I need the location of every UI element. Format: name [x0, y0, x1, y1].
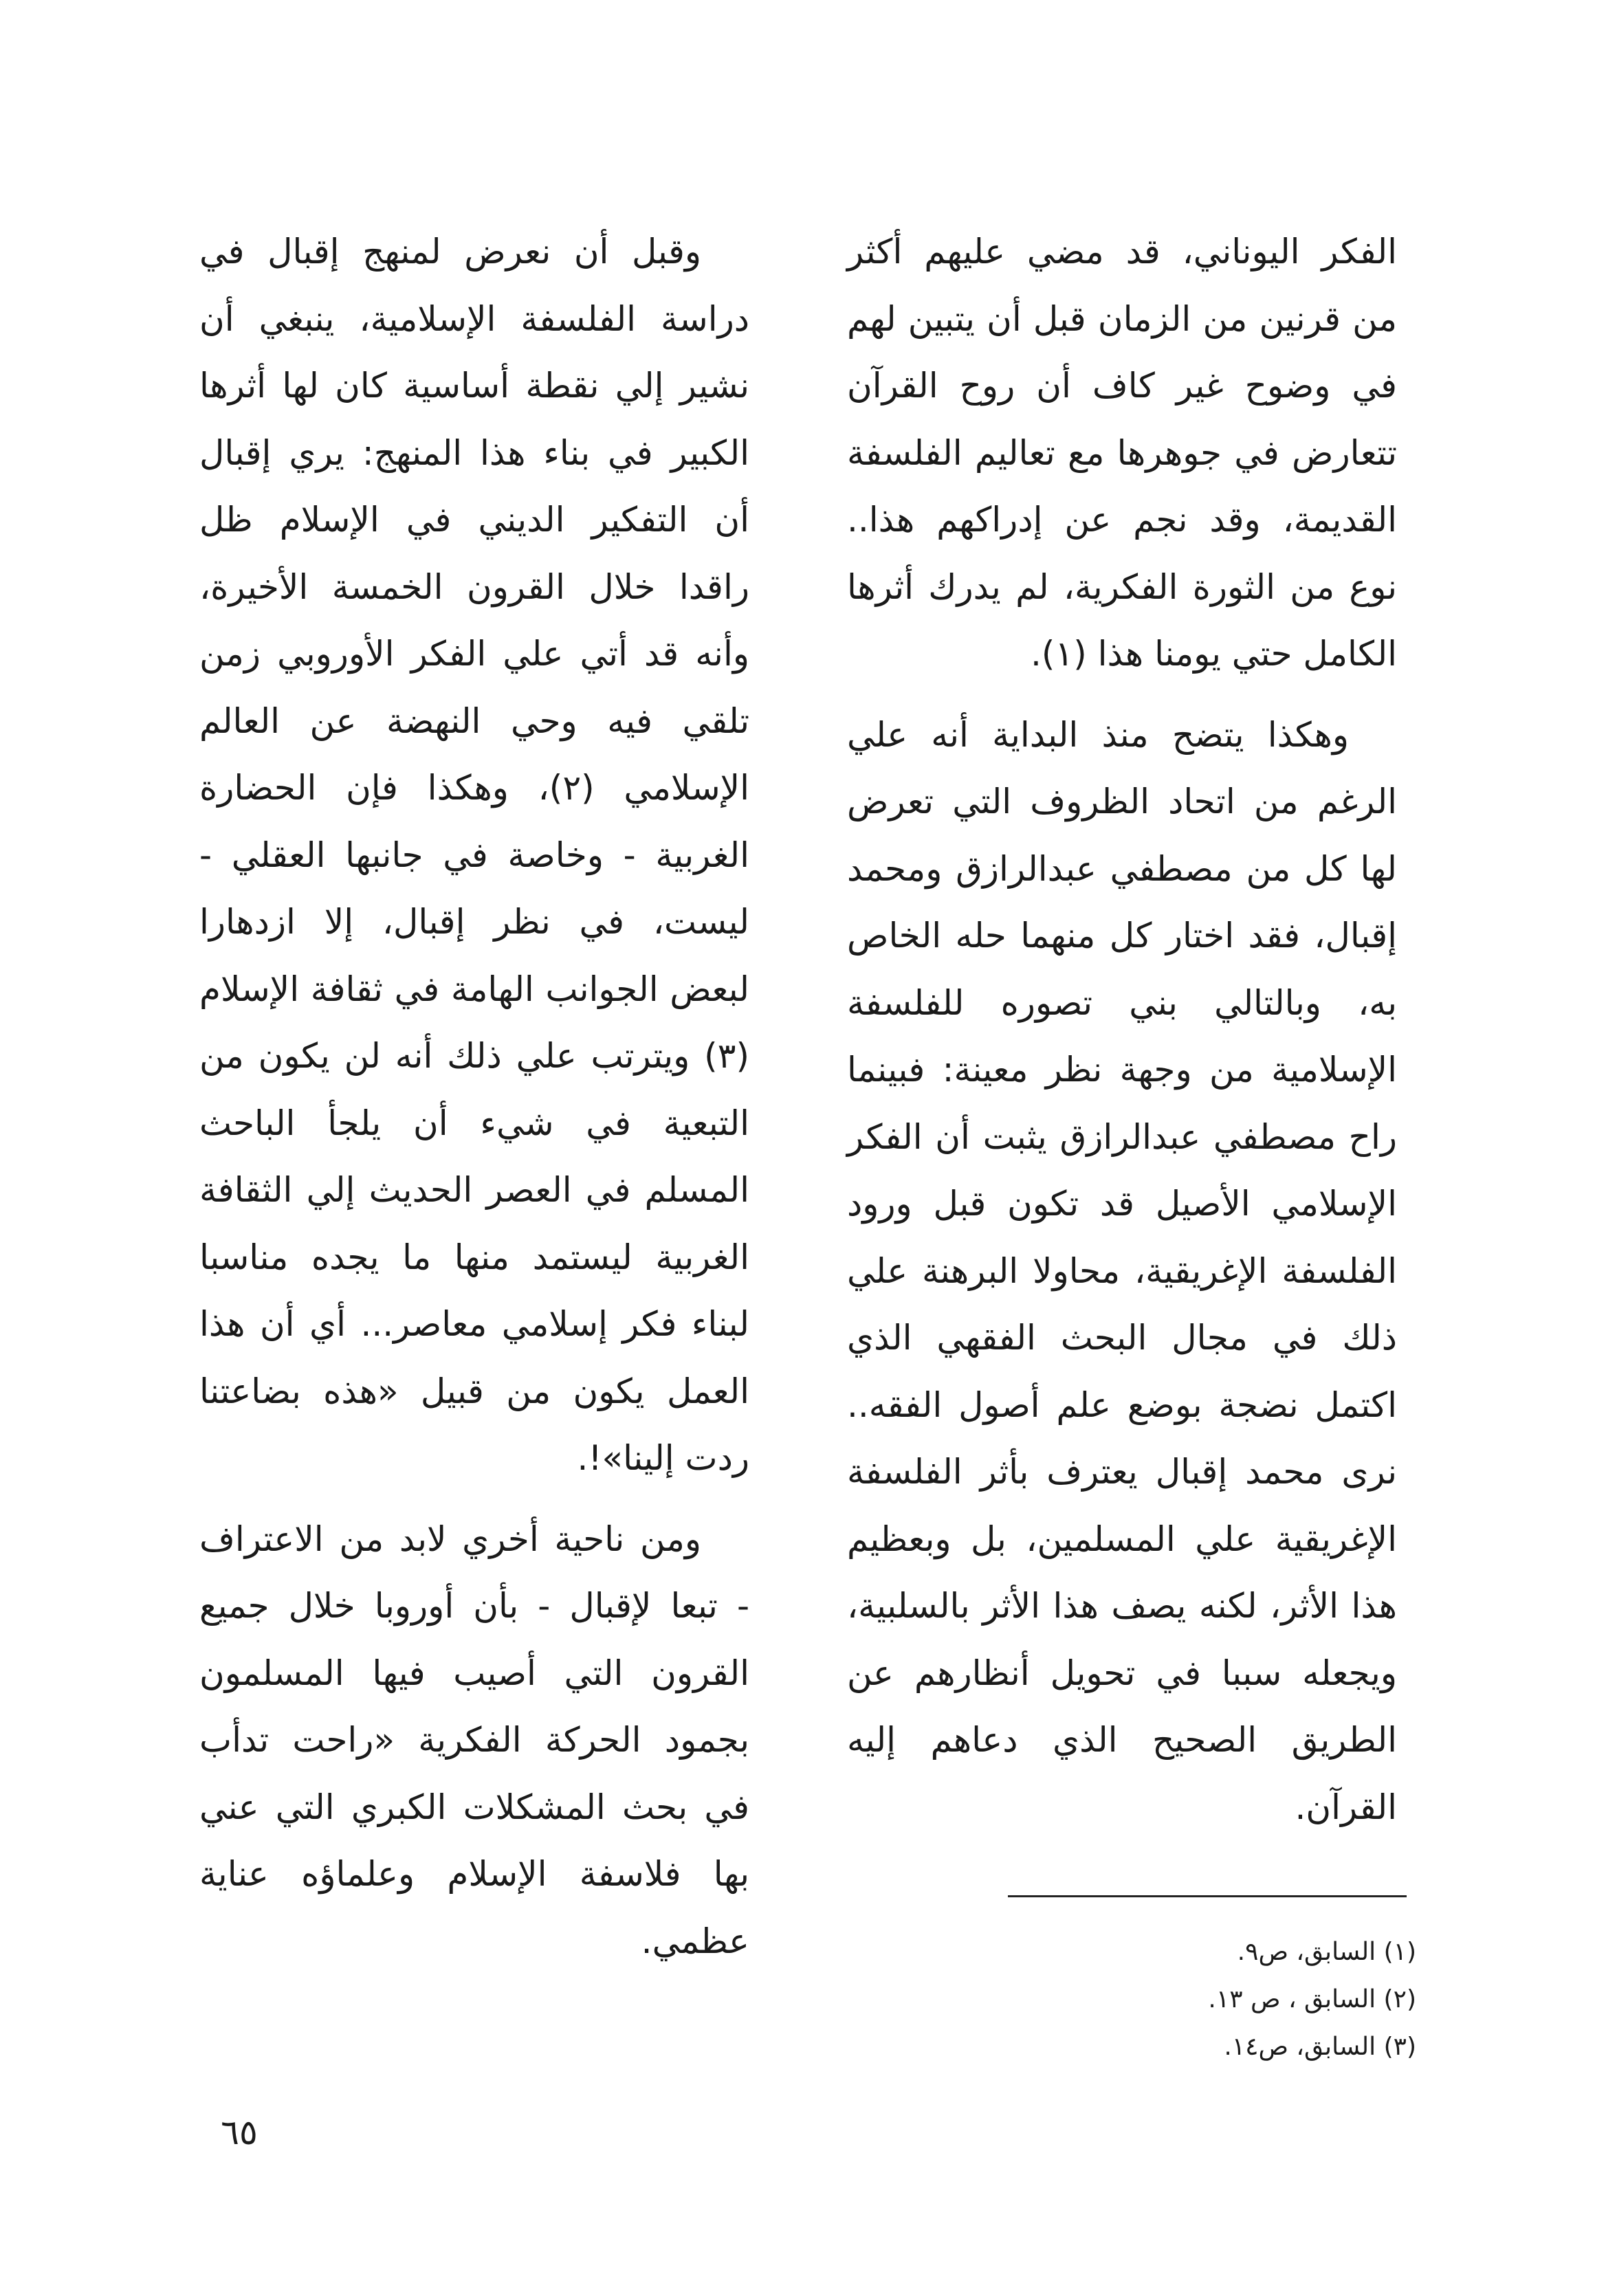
right-column-paragraph-1: الفكر اليوناني، قد مضي عليهم أكثر من قرنين من الزمان قبل أن يتبين لهم في وضوح غير كاف أن روح القرآن تتعارض في جوهرها مع تعاليم الفلسفة القديمة، وقد نجم عن إدراكهم هذا.. نوع من الثورة الفكرية، لم يدرك أثرها الكامل حتي يومنا هذا (١).: [847, 232, 1397, 674]
footnote-1: (١) السابق، ص٩.: [1237, 1938, 1416, 1966]
left-column-paragraph-2: ومن ناحية أخري لابد من الاعتراف - تبعا لإقبال - بأن أوروبا خلال جميع القرون التي أصيب فيها المسلمون بجمود الحركة الفكرية «راحت تدأب في بحث المشكلات الكبري التي عني بها فلاسفة الإسلام وعلماؤه عناية عظمي.: [199, 1519, 749, 1961]
left-column: [199, 219, 749, 1975]
right-column: [847, 219, 1397, 1841]
page-number: ٦٥: [221, 2112, 258, 2152]
footnote-2: (٢) السابق ، ص ١٣.: [1208, 1985, 1416, 2013]
right-column-paragraph-2: وهكذا يتضح منذ البداية أنه علي الرغم من اتحاد الظروف التي تعرض لها كل من مصطفي عبدالرازق ومحمد إقبال، فقد اختار كل منهما حله الخاص به، وبالتالي بني تصوره للفلسفة الإسلامية من وجهة نظر معينة: فبينما راح مصطفي عبدالرازق يثبت أن الفكر الإسلامي الأصيل قد تكون قبل ورود الفلسفة الإغريقية، محاولا البرهنة علي ذلك في مجال البحث الفقهي الذي اكتمل نضجة بوضع علم أصول الفقه.. نرى محمد إقبال يعترف بأثر الفلسفة الإغريقية علي المسلمين، بل وبعظيم هذا الأثر، لكنه يصف هذا الأثر بالسلبية، ويجعله سببا في تحويل أنظارهم عن الطريق الصحيح الذي دعاهم إليه القرآن.: [847, 714, 1397, 1827]
footnotes: [894, 1928, 1416, 2071]
footnote-3: (٣) السابق، ص١٤.: [1224, 2033, 1416, 2061]
footnote-divider: [1008, 1895, 1407, 1897]
left-column-paragraph-1: وقبل أن نعرض لمنهج إقبال في دراسة الفلسفة الإسلامية، ينبغي أن نشير إلي نقطة أساسية كان لها أثرها الكبير في بناء هذا المنهج: يري إقبال أن التفكير الديني في الإسلام ظل راقدا خلال القرون الخمسة الأخيرة، وأنه قد أتي علي الفكر الأوروبي زمن تلقي فيه وحي النهضة عن العالم الإسلامي (٢)، وهكذا فإن الحضارة الغربية - وخاصة في جانبها العقلي - ليست، في نظر إقبال، إلا ازدهارا لبعض الجوانب الهامة في ثقافة الإسلام (٣) ويترتب علي ذلك أنه لن يكون من التبعية في شيء أن يلجأ الباحث المسلم في العصر الحديث إلي الثقافة الغربية ليستمد منها ما يجده مناسبا لبناء فكر إسلامي معاصر... أي أن هذا العمل يكون من قبيل «هذه بضاعتنا ردت إلينا»!.: [199, 232, 750, 1478]
